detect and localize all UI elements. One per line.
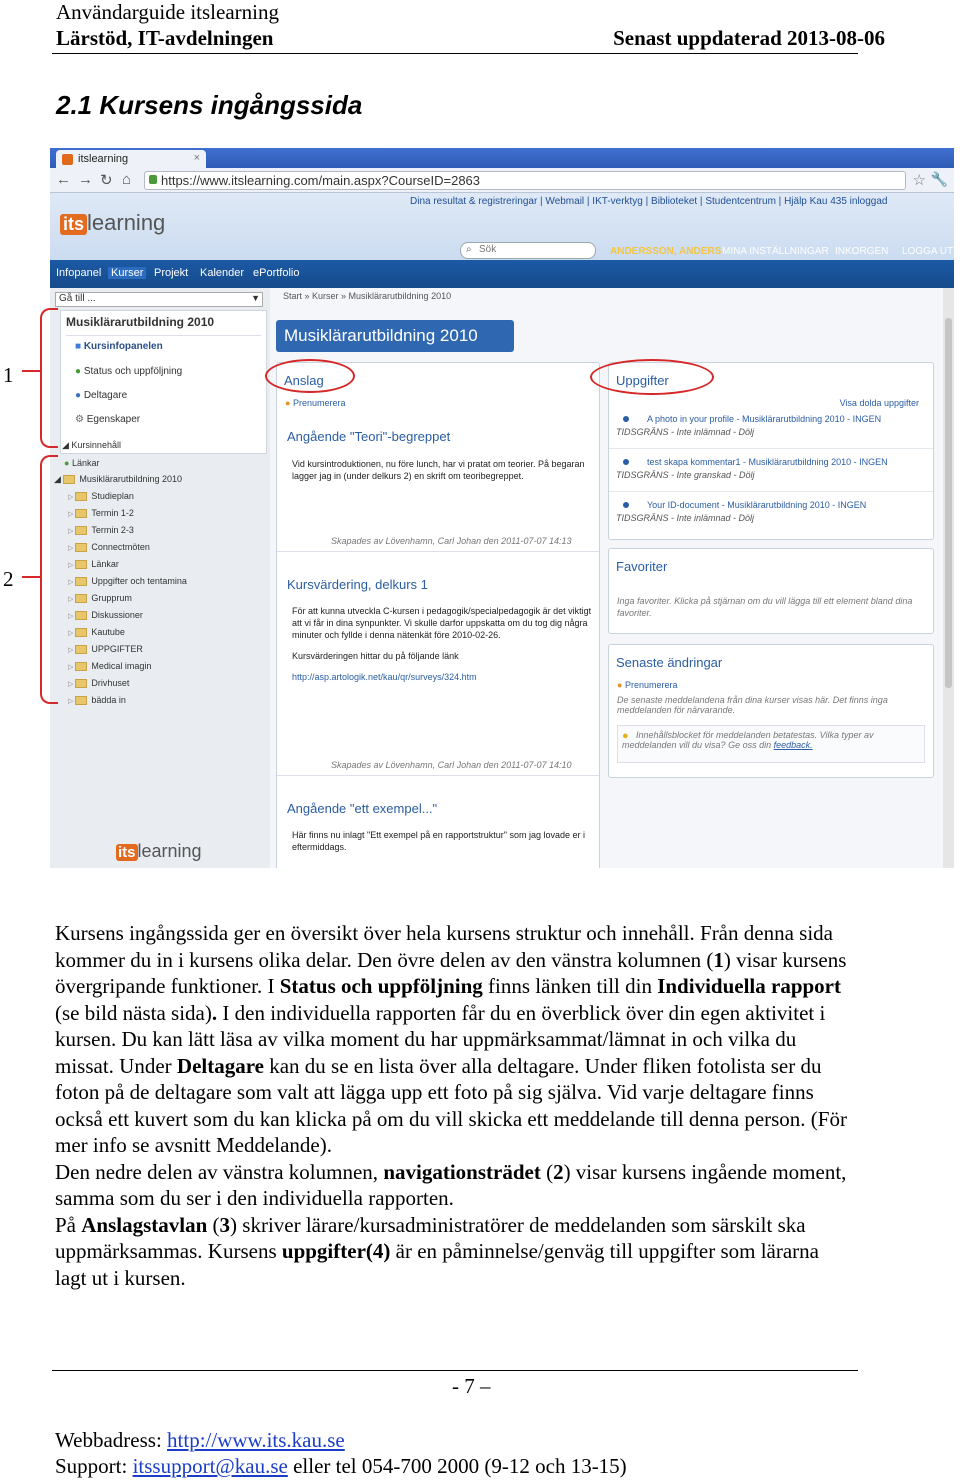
tree-item[interactable] xyxy=(68,610,143,620)
footer xyxy=(55,1427,627,1479)
annotation-brace-1 xyxy=(40,308,58,448)
tree-item[interactable] xyxy=(68,678,129,688)
lightbulb-icon: ● xyxy=(622,730,629,742)
task-bullet-icon xyxy=(623,502,629,508)
senaste-subscribe[interactable]: ● Prenumerera xyxy=(617,680,678,690)
course-menu-title: Musiklärarutbildning 2010 xyxy=(66,315,215,329)
expand-arrow-icon[interactable]: ▷ xyxy=(68,630,76,637)
tree-item[interactable] xyxy=(68,644,143,654)
address-text: https://www.itslearning.com/main.aspx?CourseID=2863 xyxy=(161,173,481,188)
wrench-icon[interactable]: 🔧 xyxy=(930,171,948,187)
task-bullet-icon xyxy=(623,416,629,422)
tree-item-label: bädda in xyxy=(91,695,126,705)
person-icon: ● xyxy=(75,390,82,401)
brace-tip-2 xyxy=(22,576,40,578)
goto-select[interactable] xyxy=(55,292,263,307)
folder-icon xyxy=(75,611,87,620)
reload-icon[interactable]: ↻ xyxy=(100,172,113,189)
tree-item[interactable] xyxy=(68,695,126,705)
task-name[interactable]: A photo in your profile - Musiklärarutbildning 2010 - INGEN xyxy=(647,414,882,424)
expand-arrow-icon[interactable]: ▷ xyxy=(68,613,76,620)
header-rule xyxy=(52,53,858,54)
folder-icon xyxy=(75,594,87,603)
tree-item[interactable] xyxy=(68,491,134,501)
screenshot-itslearning xyxy=(50,148,954,868)
home-icon[interactable]: ⌂ xyxy=(122,171,132,188)
browser-tab[interactable] xyxy=(56,150,206,168)
forward-icon[interactable]: → xyxy=(78,171,93,188)
tree-item-label: Grupprum xyxy=(91,593,132,603)
tree-item[interactable] xyxy=(68,559,119,569)
annotation-circle-anslag xyxy=(265,359,355,393)
tab-kalender[interactable]: Kalender xyxy=(200,267,245,279)
task-name[interactable]: test skapa kommentar1 - Musiklärarutbildning 2010 - INGEN xyxy=(647,457,888,467)
folder-icon xyxy=(75,696,87,705)
left-column xyxy=(50,288,270,868)
divider xyxy=(66,335,261,336)
course-title: Musiklärarutbildning 2010 xyxy=(284,326,478,345)
folder-icon xyxy=(75,577,87,586)
status-icon: ● xyxy=(75,366,82,377)
expand-arrow-icon[interactable]: ▷ xyxy=(68,511,76,518)
search-input[interactable] xyxy=(460,242,596,259)
expand-arrow-icon[interactable]: ▷ xyxy=(68,528,76,535)
tree-item[interactable] xyxy=(68,661,151,671)
post2-text: För att kunna utveckla C-kursen i pedagogik/specialpedagogik är det viktigt att vi får in dina synpunkter. Vi skulle darfor uppskatta om du tog dig några minuter och fyllde i denna nätenkät före 2010-02-26. xyxy=(292,606,592,640)
paragraph-1: Kursens ingångssida ger en översikt över hela kursens struktur och innehåll. Från denna sida kommer du in i kursens olika delar. Den övre delen av den vänstra kolumnen (1) visar kursens övergripande funktioner. I Status och uppföljning finns länken till din Individuella rapport (se bild nästa sida). I den individuella rapporten får du en överblick över din egen aktivitet i kursen. Du kan lätt läsa av vilka moment du har uppmärksammat/lämnat in och vilka du missat. Under Deltagare kan du se en lista över alla deltagare. Under fliken fotolista ser du foton på de deltagare som valt att lägga upp ett foto på sig själva. Vid varje deltagare finns också ett kuvert som du kan klicka på om du vill skicka ett meddelande till denna person. (För mer info se avsnitt Meddelande). xyxy=(55,921,847,1157)
senaste-card xyxy=(608,644,934,778)
post2-meta: Skapades av Lövenhamn, Carl Johan den 2011-07-07 14:10 xyxy=(331,760,572,770)
post3-text: Här finns nu inlagt "Ett exempel på en rapportstruktur" som jag lovade er i eftermiddags. xyxy=(292,830,586,852)
anslag-subscribe[interactable]: ● Prenumerera xyxy=(285,398,346,408)
tree-item-label: Kautube xyxy=(91,627,125,637)
favoriter-title[interactable]: Favoriter xyxy=(616,559,668,574)
expand-arrow-icon[interactable]: ▷ xyxy=(68,494,76,501)
search-icon: ⌕ xyxy=(466,244,472,255)
tree-item[interactable] xyxy=(68,525,134,535)
task-status: TIDSGRÄNS - Inte granskad - Dölj xyxy=(616,470,755,480)
breadcrumb[interactable]: Start » Kurser » Musiklärarutbildning 2010 xyxy=(283,291,452,301)
tree-item-label: Uppgifter och tentamina xyxy=(91,576,187,586)
callout-1: 1 xyxy=(3,363,14,387)
tree-item-label: Termin 1-2 xyxy=(91,508,134,518)
anslag-card xyxy=(276,362,600,868)
rss-icon: ● xyxy=(285,398,291,408)
senaste-text: De senaste meddelandena från dina kurser visas här. Det finns inga meddelanden för närvarande. xyxy=(617,695,888,715)
tree-course-root[interactable]: ◢ Musiklärarutbildning 2010 xyxy=(54,474,182,484)
menu-kursinfopanelen[interactable]: ■ Kursinfopanelen xyxy=(75,341,163,352)
support-email-link[interactable]: itssupport@kau.se xyxy=(132,1454,288,1478)
tree-lankar-top[interactable]: ● Länkar xyxy=(64,458,100,468)
tab-eportfolio[interactable]: ePortfolio xyxy=(253,267,300,279)
post1-title[interactable]: Angående "Teori"-begreppet xyxy=(287,429,451,444)
annotation-brace-2 xyxy=(40,455,58,704)
favoriter-card xyxy=(608,548,934,634)
folder-icon xyxy=(75,679,87,688)
search-placeholder: Sök xyxy=(479,244,497,255)
post1-meta: Skapades av Lövenhamn, Carl Johan den 2011-07-07 14:13 xyxy=(331,536,572,546)
tree-item-label: Diskussioner xyxy=(91,610,143,620)
tab-projekt[interactable]: Projekt xyxy=(154,267,189,279)
paragraph-3: På Anslagstavlan (3) skriver lärare/kursadministratörer de meddelanden som särskilt ska uppmärksammas. Kursens uppgifter(4) är en påminnelse/genväg till uppgifter som lärarna lagt ut i kursen. xyxy=(55,1212,819,1290)
tree-item[interactable] xyxy=(68,576,187,586)
browser-toolbar xyxy=(50,168,954,193)
browser-tab-title: itslearning xyxy=(78,153,129,165)
close-tab-icon[interactable]: × xyxy=(193,152,200,164)
tree-item-label: Studieplan xyxy=(91,491,134,501)
goto-label: Gå till ... xyxy=(59,293,96,304)
tree-item-label: Länkar xyxy=(91,559,119,569)
senaste-title[interactable]: Senaste ändringar xyxy=(616,655,723,670)
tree-header-kursinnehall[interactable]: ◢ Kursinnehåll xyxy=(62,440,121,450)
chevron-down-icon: ▼ xyxy=(251,293,260,303)
task-status: TIDSGRÄNS - Inte inlämnad - Dölj xyxy=(616,427,755,437)
link-icon: ● xyxy=(64,458,70,468)
expand-arrow-icon[interactable]: ▷ xyxy=(68,647,76,654)
expand-arrow-icon[interactable]: ▷ xyxy=(68,545,76,552)
folder-icon xyxy=(75,509,87,518)
tree-item[interactable] xyxy=(68,627,125,637)
divider xyxy=(609,448,933,449)
scrollbar[interactable] xyxy=(943,288,954,868)
tree-item[interactable] xyxy=(68,593,132,603)
post2-text2: Kursvärderingen hittar du på följande länk xyxy=(292,651,459,661)
top-links[interactable]: Dina resultat & registreringar | Webmail | IKT-verktyg | Biblioteket | Studentcentrum | Hjälp Kau 435 inloggad xyxy=(410,196,888,207)
menu-status-och-uppfoljning[interactable]: ● Status och uppföljning xyxy=(75,366,183,377)
folder-icon xyxy=(75,492,87,501)
folder-icon xyxy=(75,628,87,637)
bookmark-star-icon[interactable]: ☆ xyxy=(912,172,926,189)
paragraph-2: Den nedre delen av vänstra kolumnen, navigationsträdet (2) visar kursens ingående moment, samma som du ser i den individuella rapporten. xyxy=(55,1159,847,1210)
expand-arrow-icon[interactable]: ▷ xyxy=(68,562,76,569)
web-link[interactable]: http://www.its.kau.se xyxy=(167,1428,345,1452)
tree-item-label: Drivhuset xyxy=(91,678,130,688)
tab-infopanel[interactable]: Infopanel xyxy=(56,267,102,279)
tree-item-label: Termin 2-3 xyxy=(91,525,134,535)
tree-item-label: Medical imagin xyxy=(91,661,152,671)
uppgifter-title[interactable]: Uppgifter xyxy=(616,373,669,388)
expand-arrow-icon[interactable]: ▷ xyxy=(68,664,76,671)
folder-icon xyxy=(75,526,87,535)
divider xyxy=(277,551,599,552)
document-header-title: Användarguide itslearning xyxy=(56,0,279,24)
panel-icon: ■ xyxy=(75,341,82,352)
tab-kurser[interactable]: Kurser xyxy=(108,267,146,279)
itslearning-logo[interactable]: its learning xyxy=(60,210,165,236)
task-bullet-icon xyxy=(623,459,629,465)
favoriter-text: Inga favoriter. Klicka på stjärnan om du vill lägga till ett element bland dina favoriter. xyxy=(617,596,913,618)
task-status: TIDSGRÄNS - Inte inlämnad - Dölj xyxy=(616,513,755,523)
post1-text: Vid kursintroduktionen, nu före lunch, har vi pratat om teorier. På begaran lagger jag in (under delkurs 2) en skrift om teoribegreppet. xyxy=(292,459,585,481)
section-title: 2.1 Kursens ingångssida xyxy=(56,90,363,120)
divider xyxy=(277,775,599,776)
callout-2: 2 xyxy=(3,567,14,591)
footer-web: Webbadress: http://www.its.kau.se xyxy=(55,1428,345,1452)
post3-title[interactable]: Angående "ett exempel..." xyxy=(287,801,438,816)
gear-icon: ⚙ xyxy=(75,414,84,425)
expand-arrow-icon[interactable]: ▷ xyxy=(68,579,76,586)
task-name[interactable]: Your ID-document - Musiklärarutbildning 2010 - INGEN xyxy=(647,500,867,510)
back-icon[interactable]: ← xyxy=(56,171,71,188)
footer-support: Support: itssupport@kau.se eller tel 054-700 2000 (9-12 och 13-15) xyxy=(55,1454,627,1478)
post2-title[interactable]: Kursvärdering, delkurs 1 xyxy=(287,577,428,592)
browser-tab-bar xyxy=(50,148,954,168)
show-hidden-link[interactable]: Visa dolda uppgifter xyxy=(839,398,919,408)
address-bar[interactable] xyxy=(144,171,906,190)
expand-arrow-icon[interactable]: ▷ xyxy=(68,596,76,603)
favicon-icon xyxy=(62,154,73,165)
annotation-circle-uppgifter xyxy=(590,359,714,395)
rss-icon: ● xyxy=(617,680,623,690)
page-number: - 7 – xyxy=(452,1374,491,1398)
footer-rule xyxy=(52,1370,858,1371)
course-title-banner xyxy=(276,320,514,352)
feedback-link[interactable]: feedback. xyxy=(773,740,813,750)
anslag-title[interactable]: Anslag xyxy=(284,373,324,388)
document-header-date: Senast uppdaterad 2013-08-06 xyxy=(613,26,885,50)
survey-link[interactable]: http://asp.artologik.net/kau/qr/surveys/324.htm xyxy=(292,672,477,682)
expand-arrow-icon[interactable]: ▷ xyxy=(68,698,76,705)
tree-item-label: UPPGIFTER xyxy=(91,644,143,654)
tree-item[interactable] xyxy=(68,508,134,518)
lock-icon xyxy=(149,175,157,184)
folder-icon xyxy=(75,662,87,671)
menu-egenskaper[interactable]: ⚙ Egenskaper xyxy=(75,414,141,425)
folder-icon xyxy=(75,543,87,552)
brace-tip-1 xyxy=(22,370,40,372)
feedback-text: Innehållsblocket för meddelanden betatestas. Vilka typer av meddelanden vill du visa? Ge oss din feedback. xyxy=(622,730,874,750)
tree-item[interactable] xyxy=(68,542,150,552)
document-header-department: Lärstöd, IT-avdelningen xyxy=(56,26,274,50)
menu-deltagare[interactable]: ● Deltagare xyxy=(75,390,128,401)
folder-icon xyxy=(75,560,87,569)
divider xyxy=(609,491,933,492)
tree-item-label: Connectmöten xyxy=(91,542,150,552)
inbox-link[interactable]: INKORGEN xyxy=(835,246,889,257)
scrollbar-thumb[interactable] xyxy=(945,318,952,688)
folder-icon xyxy=(75,645,87,654)
feedback-box xyxy=(617,725,925,763)
user-name[interactable]: ANDERSSON, ANDERS xyxy=(610,246,722,257)
body-text xyxy=(55,920,855,1291)
itslearning-footer-logo: its learning xyxy=(118,841,202,861)
folder-icon xyxy=(63,475,75,484)
expand-arrow-icon[interactable]: ▷ xyxy=(68,681,76,688)
course-menu-box xyxy=(60,310,267,454)
logout-link[interactable]: LOGGA UT xyxy=(902,246,954,257)
my-settings-link[interactable]: MINA INSTÄLLNINGAR xyxy=(722,246,829,257)
